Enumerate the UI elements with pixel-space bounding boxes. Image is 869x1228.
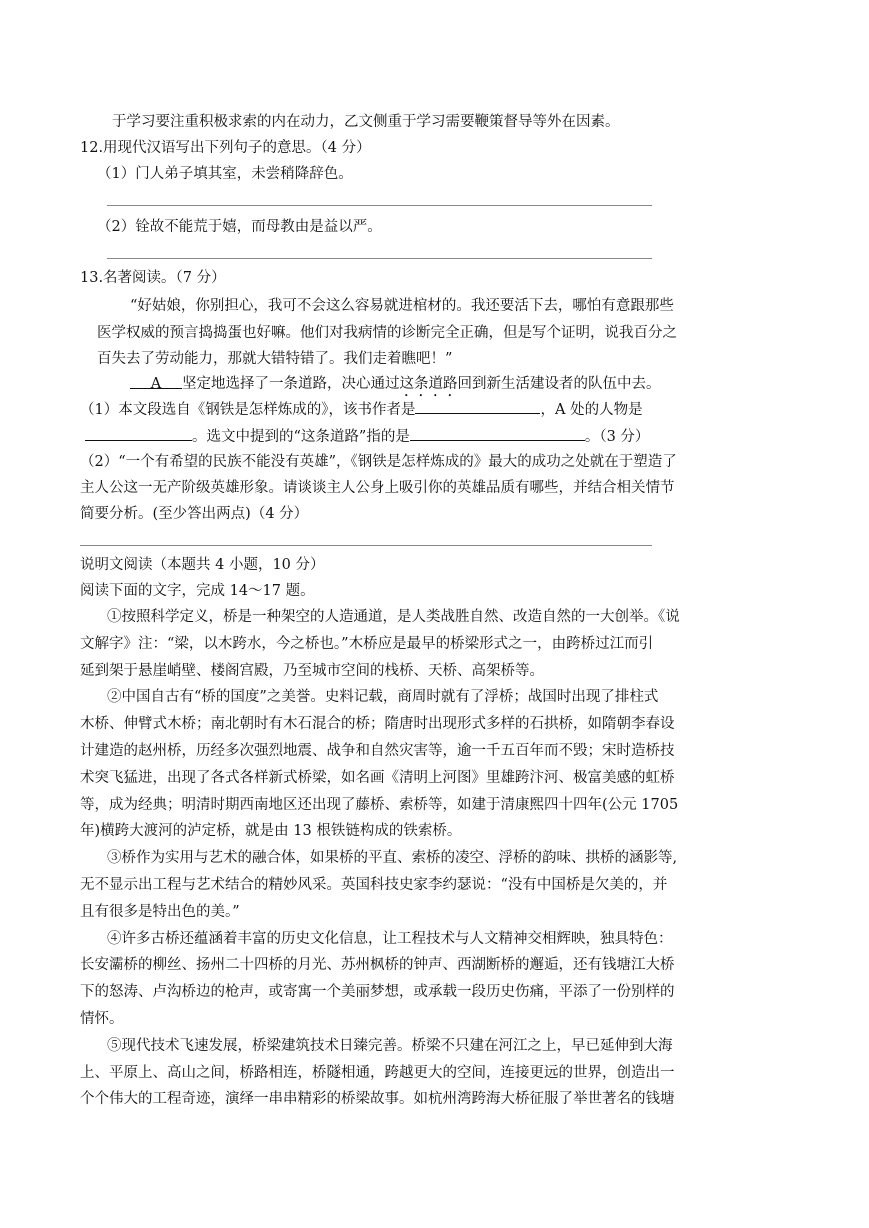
article-line: 上、平原上、高山之间，桥路相连，桥隧相通，跨越更大的空间，连接更远的世界，创造出一	[80, 1064, 675, 1081]
text: 。选文中提到的“这条道路”指的是	[192, 429, 410, 445]
section-instruction: 阅读下面的文字，完成 14～17 题。	[80, 583, 315, 599]
quote-line: 百失去了劳动能力，那就大错特错了。我们走着瞧吧！”	[97, 351, 453, 367]
article-line: ④许多古桥还蕴涵着丰富的历史文化信息，让工程技术与人文精神交相辉映，独具特色：	[107, 930, 673, 947]
sentence-part: 坚定地选择了一条道路，决心通过	[182, 376, 400, 392]
emphasized-text: 这条道路	[399, 376, 458, 392]
answer-line	[107, 205, 652, 206]
article-line: 长安灞桥的柳丝、扬州二十四桥的月光、苏州枫桥的钟声、西湖断桥的邂逅，还有钱塘江大桥	[80, 957, 675, 974]
article-line: 等，成为经典；明清时期西南地区还出现了藤桥、索桥等，如建于清康熙四十四年(公元 1705	[80, 796, 679, 813]
q13-part-2: 主人公这一无产阶级英雄形象。请谈谈主人公身上吸引你的英雄品质有哪些，并结合相关情节	[80, 480, 675, 496]
q12-sentence-1: （1）门人弟子填其室，未尝稍降辞色。	[97, 166, 353, 182]
answer-blank-character[interactable]	[85, 426, 192, 441]
article-line: 无不显示出工程与艺术结合的精妙风采。英国科技史家李约瑟说：“没有中国桥是欠美的，并	[80, 877, 668, 893]
article-line: 木桥、伸臂式木桥；南北朝时有木石混合的桥；隋唐时出现形式多样的石拱桥，如隋朝李春设	[80, 716, 675, 733]
q12-sentence-2: （2）铨故不能荒于嬉，而母教由是益以严。	[97, 219, 382, 235]
answer-blank-author[interactable]	[415, 399, 540, 414]
q13-part-2: 简要分析。(至少答出两点)（4 分）	[80, 506, 309, 522]
q13-title: 13.名著阅读。（7 分）	[80, 270, 226, 286]
blank-a: A	[130, 374, 182, 389]
article-line: 且有很多是特出色的美。”	[80, 903, 240, 920]
article-line: 年)横跨大渡河的泸定桥，就是由 13 根铁链构成的铁索桥。	[80, 823, 462, 840]
article-line: 下的怒涛、卢沟桥边的枪声，或寄寓一个美丽梦想，或承载一段历史伤痛，平添了一份别样的	[80, 984, 675, 1001]
article-line: ③桥作为实用与艺术的融合体，如果桥的平直、索桥的凌空、浮桥的韵味、拱桥的涵影等,	[107, 850, 678, 867]
article-line: ⑤现代技术飞速发展，桥梁建筑技术日臻完善。桥梁不只建在河江之上，早已延伸到大海	[107, 1037, 673, 1054]
q13-part-1	[80, 399, 643, 420]
q13-part-1-cont	[85, 426, 649, 447]
article-line: 情怀。	[80, 1011, 124, 1027]
article-line: ②中国自古有“桥的国度”之美誉。史料记载，商周时就有了浮桥；战国时出现了排柱式	[107, 689, 659, 706]
answer-blank-road[interactable]	[410, 426, 585, 441]
text: ，A 处的人物是	[540, 402, 643, 418]
article-line: 延到架于悬崖峭壁、楼阁宫殿，乃至城市空间的栈桥、天桥、高架桥等。	[80, 662, 544, 679]
choice-sentence	[130, 374, 661, 400]
q11-answer-tail: 于学习要注重积极求索的内在动力，乙文侧重于学习需要鞭策督导等外在因素。	[112, 114, 620, 130]
text: （1）本文段选自《钢铁是怎样炼成的》，该书作者是	[80, 402, 416, 418]
q13-part-2: （2）“一个有希望的民族不能没有英雄”，《钢铁是怎样炼成的》最大的成功之处就在于塑造了	[80, 454, 677, 470]
answer-line	[80, 545, 652, 546]
answer-line	[107, 258, 652, 259]
article-line: 文解字》注：“梁，以木跨水，今之桥也。”木桥应是最早的桥梁形式之一，由跨桥过江而引	[80, 635, 654, 652]
article-line: ①按照科学定义，桥是一种架空的人造通道，是人类战胜自然、改造自然的一大创举。《说	[107, 609, 680, 625]
section-title: 说明文阅读（本题共 4 小题，10 分）	[80, 557, 325, 573]
article-line: 计建造的赵州桥，历经多次强烈地震、战争和自然灾害等，逾一千五百年而不毁；宋时造桥技	[80, 743, 675, 759]
sentence-part: 回到新生活建设者的队伍中去。	[457, 376, 661, 392]
quote-line: 医学权威的预言捣捣蛋也好嘛。他们对我病情的诊断完全正确，但是写个证明，说我百分之	[97, 325, 677, 341]
article-line: 个个伟大的工程奇迹，演绎一串串精彩的桥梁故事。如杭州湾跨海大桥征服了举世著名的钱塘	[80, 1091, 675, 1108]
article-line: 术突飞猛进，出现了各式各样新式桥梁，如名画《清明上河图》里雄跨汴河、极富美感的虹桥	[80, 769, 675, 786]
text: 。（3 分）	[584, 429, 650, 445]
quote-line: “好姑娘，你别担心，我可不会这么容易就进棺材的。我还要活下去，哪怕有意跟那些	[130, 298, 674, 314]
q12-title: 12.用现代汉语写出下列句子的意思。（4 分）	[80, 140, 371, 156]
